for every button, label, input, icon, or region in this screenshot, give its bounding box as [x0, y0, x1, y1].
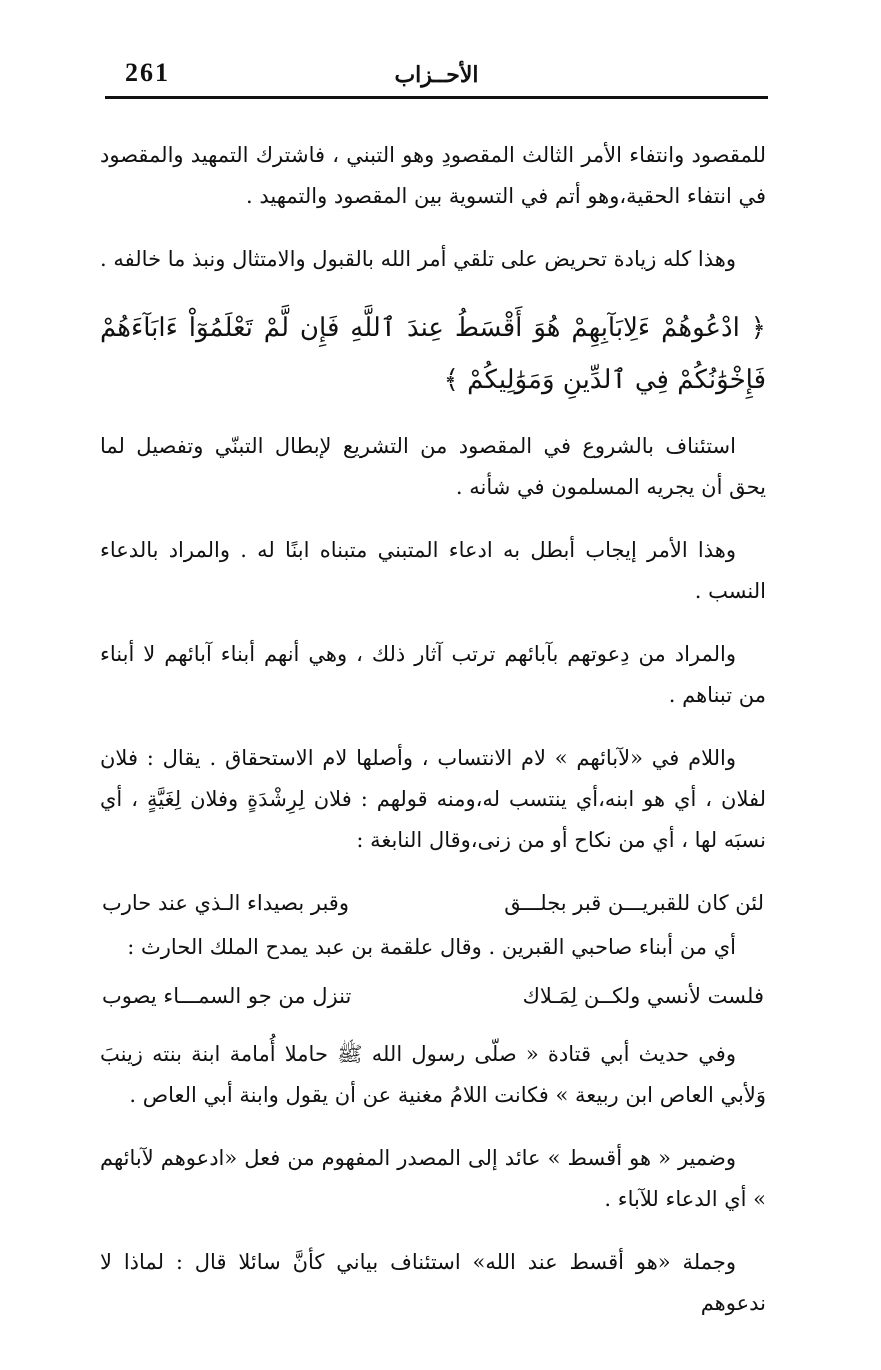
- poem-verse-1-first: لئن كان للقبريـــن قبر بجلـــق: [504, 891, 764, 915]
- poem-verse-1: [100, 883, 766, 923]
- page-header: [105, 58, 768, 98]
- paragraph-9: وضمير « هو أقسط » عائد إلى المصدر المفهوم من فعل «ادعوهم لآبائهم » أي الدعاء للآباء .: [100, 1146, 766, 1211]
- poem-verse-2: [100, 976, 766, 1016]
- running-title: الأحــزاب: [394, 62, 479, 88]
- paragraph-8: وفي حديث أبي قتادة « صلّى رسول الله ﷺ حاملا أُمامة ابنة بنته زينبَ وَلأبي العاص ابن ربيعة » فكانت اللامُ مغنية عن أن يقول وابنة أبي العاص .: [100, 1042, 766, 1107]
- page-body: [100, 135, 766, 1330]
- quran-verse: ﴿ ادْعُوهُمْ ءَلِابَآبِهِمْ هُوَ أَقْسَطُ عِندَ ٱللَّهِ فَإِن لَّمْ تَعْلَمُوٓاْ ءَابَآءَهُمْ فَإِخْوَٰنُكُمْ فِي ٱلدِّينِ وَمَوَٰلِيكُمْ ﴾: [100, 313, 766, 395]
- poem-verse-1-second: وقبر بصيداء الـذي عند حارب: [102, 891, 349, 915]
- page-number: 261: [125, 58, 170, 87]
- paragraph-3: استئناف بالشروع في المقصود من التشريع لإبطال التبنّي وتفصيل لما يحق أن يجريه المسلمون في شأنه .: [100, 434, 766, 499]
- paragraph-1: للمقصود وانتفاء الأمر الثالث المقصودِ وهو التبني ، فاشترك التمهيد والمقصود في انتفاء الحقية،وهو أتم في التسوية بين المقصود والتمهيد .: [100, 143, 766, 208]
- paragraph-5: والمراد من دِعوتهم بآبائهم ترتب آثار ذلك ، وهي أنهم أبناء آبائهم لا أبناء من تبناهم .: [100, 642, 766, 707]
- paragraph-6: واللام في «لآبائهم » لام الانتساب ، وأصلها لام الاستحقاق . يقال : فلان لفلان ، أي هو ابنه،أي ينتسب له،ومنه قولهم : فلان لِرِشْدَةٍ وفلان لِغَيَّةٍ ، أي نسبَه لها ، أي من نكاح أو من زنى،وقال النابغة :: [100, 746, 766, 852]
- poem-verse-2-second: تنزل من جو السمـــاء يصوب: [102, 984, 352, 1008]
- paragraph-4: وهذا الأمر إيجاب أبطل به ادعاء المتبني متبناه ابنًا له . والمراد بالدعاء النسب .: [100, 538, 766, 603]
- paragraph-10: وجملة «هو أقسط عند الله» استئناف بياني كأنَّ سائلا قال : لماذا لا ندعوهم: [100, 1250, 766, 1315]
- header-rule: [105, 96, 768, 99]
- paragraph-7: أي من أبناء صاحبي القبرين . وقال علقمة بن عبد يمدح الملك الحارث :: [127, 935, 736, 959]
- poem-verse-2-first: فلست لأنسي ولكــن لِمَـلاك: [522, 984, 764, 1008]
- paragraph-2: وهذا كله زيادة تحريض على تلقي أمر الله بالقبول والامتثال ونبذ ما خالفه .: [100, 247, 736, 271]
